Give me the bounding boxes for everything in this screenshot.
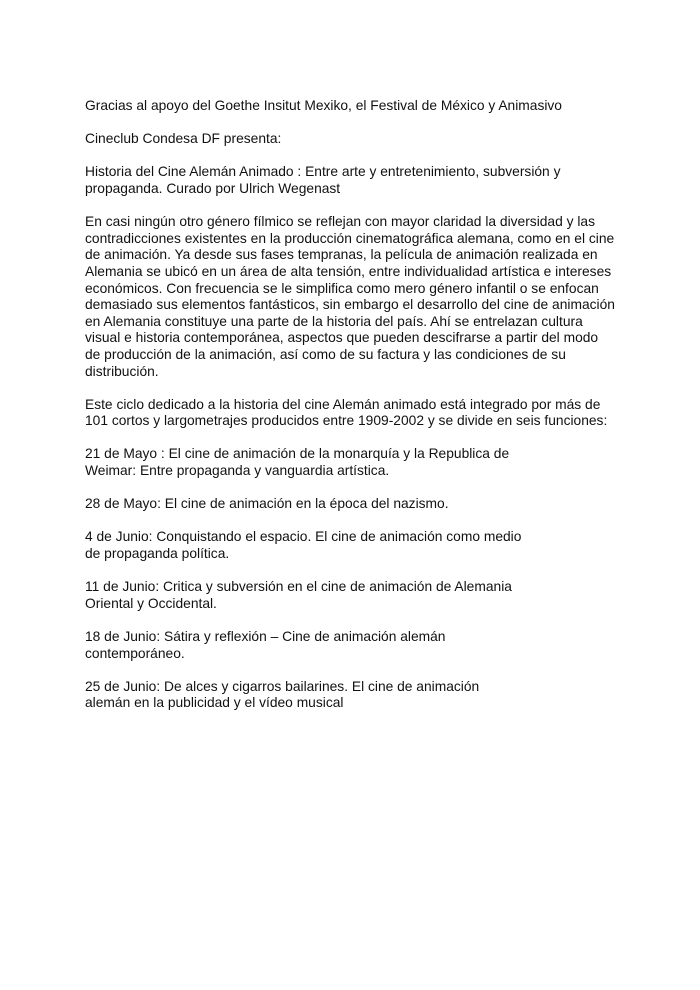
- cycle-paragraph: Este ciclo dedicado a la historia del cine Alemán animado está integrado por más de 101 cortos y largometrajes producidos entre 1909-2002 y se divide en seis funciones:: [85, 396, 608, 429]
- function-line: 28 de Mayo: El cine de animación en la época del nazismo.: [85, 496, 449, 512]
- function-line: alemán en la publicidad y el vídeo musical: [85, 695, 344, 711]
- function-line: 25 de Junio: De alces y cigarros bailarines. El cine de animación: [85, 678, 480, 694]
- description-paragraph: En casi ningún otro género fílmico se reflejan con mayor claridad la diversidad y las contradicciones existentes en la producción cinematográfica alemana, como en el cine de animación. Ya desde sus fases tempranas, la película de animación realizada en Alemania se ubicó en un área de alta tensión, entre individualidad artística e intereses económicos. Con frecuencia se le simplifica como mero género infantil o se enfocan demasiado sus elementos fantásticos, sin embargo el desarrollo del cine de animación en Alemania constituye una parte de la historia del país. Ahí se entrelazan cultura visual e historia contemporánea, aspectos que pueden descifrarse a partir del modo de producción de la animación, así como de su factura y las condiciones de su distribución.: [85, 214, 615, 379]
- function-item: [85, 629, 615, 662]
- function-line: Oriental y Occidental.: [85, 595, 217, 611]
- function-item: [85, 529, 615, 562]
- function-item: [85, 496, 615, 513]
- function-item: [85, 679, 615, 712]
- function-line: Weimar: Entre propaganda y vanguardia artística.: [85, 463, 390, 479]
- function-line: contemporáneo.: [85, 645, 185, 661]
- program-title: Historia del Cine Alemán Animado : Entre arte y entretenimiento, subversión y propaganda. Curado por Ulrich Wegenast: [85, 164, 561, 196]
- function-line: 21 de Mayo : El cine de animación de la monarquía y la Republica de: [85, 446, 510, 462]
- document-body: [85, 98, 615, 729]
- function-line: 18 de Junio: Sátira y reflexión – Cine de animación alemán: [85, 629, 446, 644]
- function-item: [85, 446, 615, 479]
- function-line: 4 de Junio: Conquistando el espacio. El cine de animación como medio: [85, 529, 522, 545]
- function-item: [85, 579, 615, 612]
- function-line: 11 de Junio: Critica y subversión en el cine de animación de Alemania: [85, 579, 512, 595]
- function-line: de propaganda política.: [85, 546, 230, 562]
- presenter-line: Cineclub Condesa DF presenta:: [85, 131, 282, 147]
- intro-paragraph: Gracias al apoyo del Goethe Insitut Mexiko, el Festival de México y Animasivo: [85, 98, 562, 113]
